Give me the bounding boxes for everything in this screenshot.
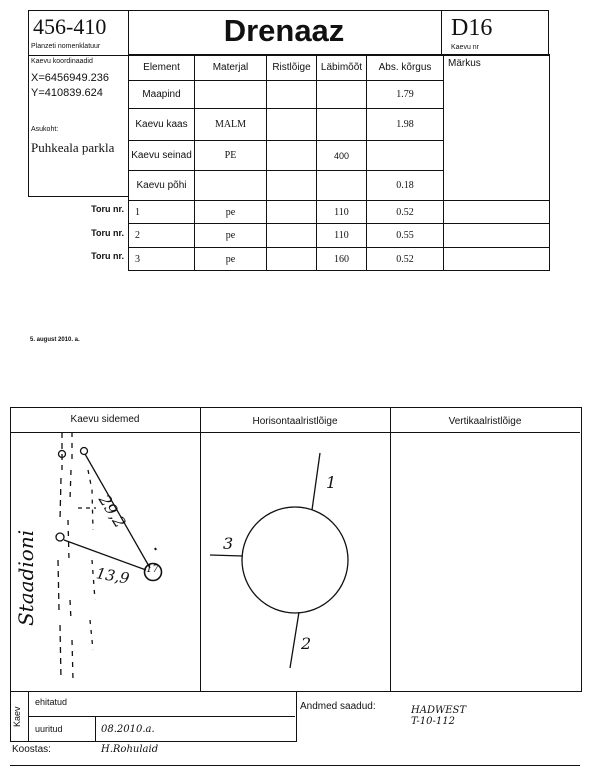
pipe-height-cell: 0.55 xyxy=(367,224,444,248)
footer-row-divider xyxy=(28,716,295,717)
well-section-circle xyxy=(242,507,348,613)
sketch-distance-label: 13,9 xyxy=(94,564,131,588)
height-cell: 1.98 xyxy=(367,109,444,141)
connections-sketch xyxy=(56,432,162,680)
pipe-diameter-cell: 160 xyxy=(317,248,367,271)
reference-point xyxy=(56,533,64,541)
footer-surveyed-label: uuritud xyxy=(35,724,63,734)
panel-title-vertical-section: Vertikaalristlõige xyxy=(448,416,522,427)
column-header: Abs. kõrgus xyxy=(367,55,444,81)
column-header: Läbimõõt xyxy=(317,55,367,81)
footer-surveyed-date: 08.2010.a. xyxy=(101,724,155,735)
material-cell: MALM xyxy=(195,109,267,141)
footer-source-value: T-10-112 xyxy=(411,716,455,727)
diameter-cell: 400 xyxy=(317,141,367,171)
location-value: Puhkeala parkla xyxy=(31,140,115,155)
panel-title-connections: Kaevu sidemed xyxy=(70,414,140,425)
street-edge-line xyxy=(58,432,62,680)
pipe-number-cell: 3 xyxy=(129,248,195,271)
element-cell: Kaevu seinad xyxy=(129,141,195,171)
pipe-material-cell: pe xyxy=(195,248,267,271)
pipe-diameter-cell: 110 xyxy=(317,201,367,224)
pipe-material-cell: pe xyxy=(195,224,267,248)
pipe-height-cell: 0.52 xyxy=(367,201,444,224)
pipe-label: Toru nr. xyxy=(91,251,124,261)
coordinates-caption: Kaevu koordinaadid xyxy=(31,58,93,65)
pipe-material-cell: pe xyxy=(195,201,267,224)
footer-source-value: HADWEST xyxy=(411,705,467,716)
column-header: Materjal xyxy=(195,55,267,81)
footer-source-label: Andmed saadud: xyxy=(300,701,376,712)
footer-author-value: H.Rohulaid xyxy=(101,744,159,755)
coordinate-y: Y=410839.624 xyxy=(31,87,103,99)
pipe-height-cell: 0.52 xyxy=(367,248,444,271)
column-header: Ristlõige xyxy=(267,55,317,81)
panel-title-horizontal-section: Horisontaalristlõige xyxy=(252,416,338,427)
sketch-street-label: Staadioni xyxy=(14,529,38,626)
column-header: Märkus xyxy=(444,55,550,201)
footer-author-frame xyxy=(10,741,580,766)
material-cell: PE xyxy=(195,141,267,171)
location-caption: Asukoht: xyxy=(31,126,59,133)
sketch-distance-label: 29,2 xyxy=(94,491,130,532)
coordinate-x: X=6456949.236 xyxy=(31,72,109,84)
footer-col-divider xyxy=(95,716,96,741)
well-number: D16 xyxy=(451,15,493,41)
street-edge-line xyxy=(68,432,73,680)
height-cell: 0.18 xyxy=(367,171,444,201)
pipe-label: Toru nr. xyxy=(91,228,124,238)
well-number-caption: Kaevu nr xyxy=(451,44,480,51)
height-cell: 1.79 xyxy=(367,81,444,109)
document-title: Drenaaz xyxy=(223,13,345,48)
pipe-number-cell: 2 xyxy=(129,224,195,248)
pipe-number-cell: 1 xyxy=(129,201,195,224)
sketch-well-label: 17 xyxy=(146,564,159,575)
element-cell: Kaevu põhi xyxy=(129,171,195,201)
pipe-diameter-cell: 110 xyxy=(317,224,367,248)
footer-kaev-label: Kaev xyxy=(12,706,22,727)
element-cell: Kaevu kaas xyxy=(129,109,195,141)
pipe-line-1 xyxy=(312,453,320,510)
element-cell: Maapind xyxy=(129,81,195,109)
pipe-label: Toru nr. xyxy=(91,204,124,214)
pipe-label-1: 1 xyxy=(326,473,337,492)
pipe-label-2: 2 xyxy=(301,634,312,653)
reference-point xyxy=(81,448,88,455)
map-sheet-code: 456-410 xyxy=(33,14,107,39)
map-sheet-caption: Planzeti nomenklatuur xyxy=(31,43,101,50)
pipe-label-3: 3 xyxy=(223,534,234,553)
column-header: Element xyxy=(129,55,195,81)
pipe-line-3 xyxy=(210,555,243,556)
street-edge-line xyxy=(88,470,95,650)
document-date: 5. august 2010. a. xyxy=(30,337,80,343)
pipe-line-2 xyxy=(290,612,299,668)
footer-author-label: Koostas: xyxy=(12,744,51,755)
footer-built-label: ehitatud xyxy=(35,697,68,707)
